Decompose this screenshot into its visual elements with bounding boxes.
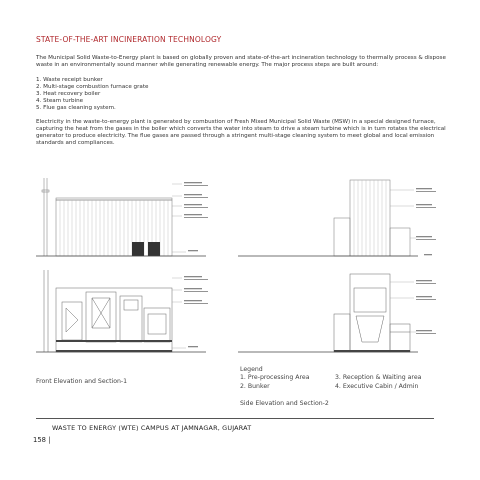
intro-paragraph: The Municipal Solid Waste-to-Energy plant is based on globally proven and state-of-the-art incineration technology to thermally process & dispose waste in an environmentally sound manner while generating renewable energy. The major process steps are built around: <box>36 55 446 69</box>
page-number: 158 | <box>33 436 51 444</box>
process-steps-list <box>36 77 148 112</box>
legend <box>240 366 421 391</box>
front-elevation-drawing <box>36 176 226 262</box>
legend-item: 3. Reception & Waiting area <box>335 374 422 382</box>
electricity-paragraph: Electricity in the waste-to-energy plant is generated by combustion of Fresh Mixed Municipal Solid Waste (MSW) in a special designed furnace, capturing the heat from the gases in the boiler which converts the water into steam to drive a steam turbine which is in turn rotates the electrical generator to produce electricity. The flue gases are passed through a stringent multi-stage cleaning system to meet global and local emission standards and compliances. <box>36 119 446 147</box>
side-section-drawing <box>238 268 438 360</box>
caption-side-elevation: Side Elevation and Section-2 <box>240 400 329 407</box>
caption-front-elevation: Front Elevation and Section-1 <box>36 378 128 385</box>
footer-divider <box>36 418 434 419</box>
legend-item: 2. Bunker <box>240 382 270 390</box>
page-title: STATE-OF-THE-ART INCINERATION TECHNOLOGY <box>36 35 222 44</box>
side-elevation-drawing <box>238 176 438 262</box>
list-item: 4. Steam turbine <box>36 98 84 105</box>
list-item: 2. Multi-stage combustion furnace grate <box>36 84 149 91</box>
legend-heading: Legend <box>240 366 263 373</box>
front-section-drawing <box>36 268 226 360</box>
list-item: 5. Flue gas cleaning system. <box>36 105 116 112</box>
footer-project-title: WASTE TO ENERGY (WTE) CAMPUS AT JAMNAGAR, GUJARAT <box>52 424 252 432</box>
list-item: 1. Waste receipt bunker <box>36 77 103 83</box>
legend-item: 1. Pre-processing Area <box>240 374 310 382</box>
legend-item: 4. Executive Cabin / Admin <box>335 382 419 390</box>
list-item: 3. Heat recovery boiler <box>36 91 101 98</box>
